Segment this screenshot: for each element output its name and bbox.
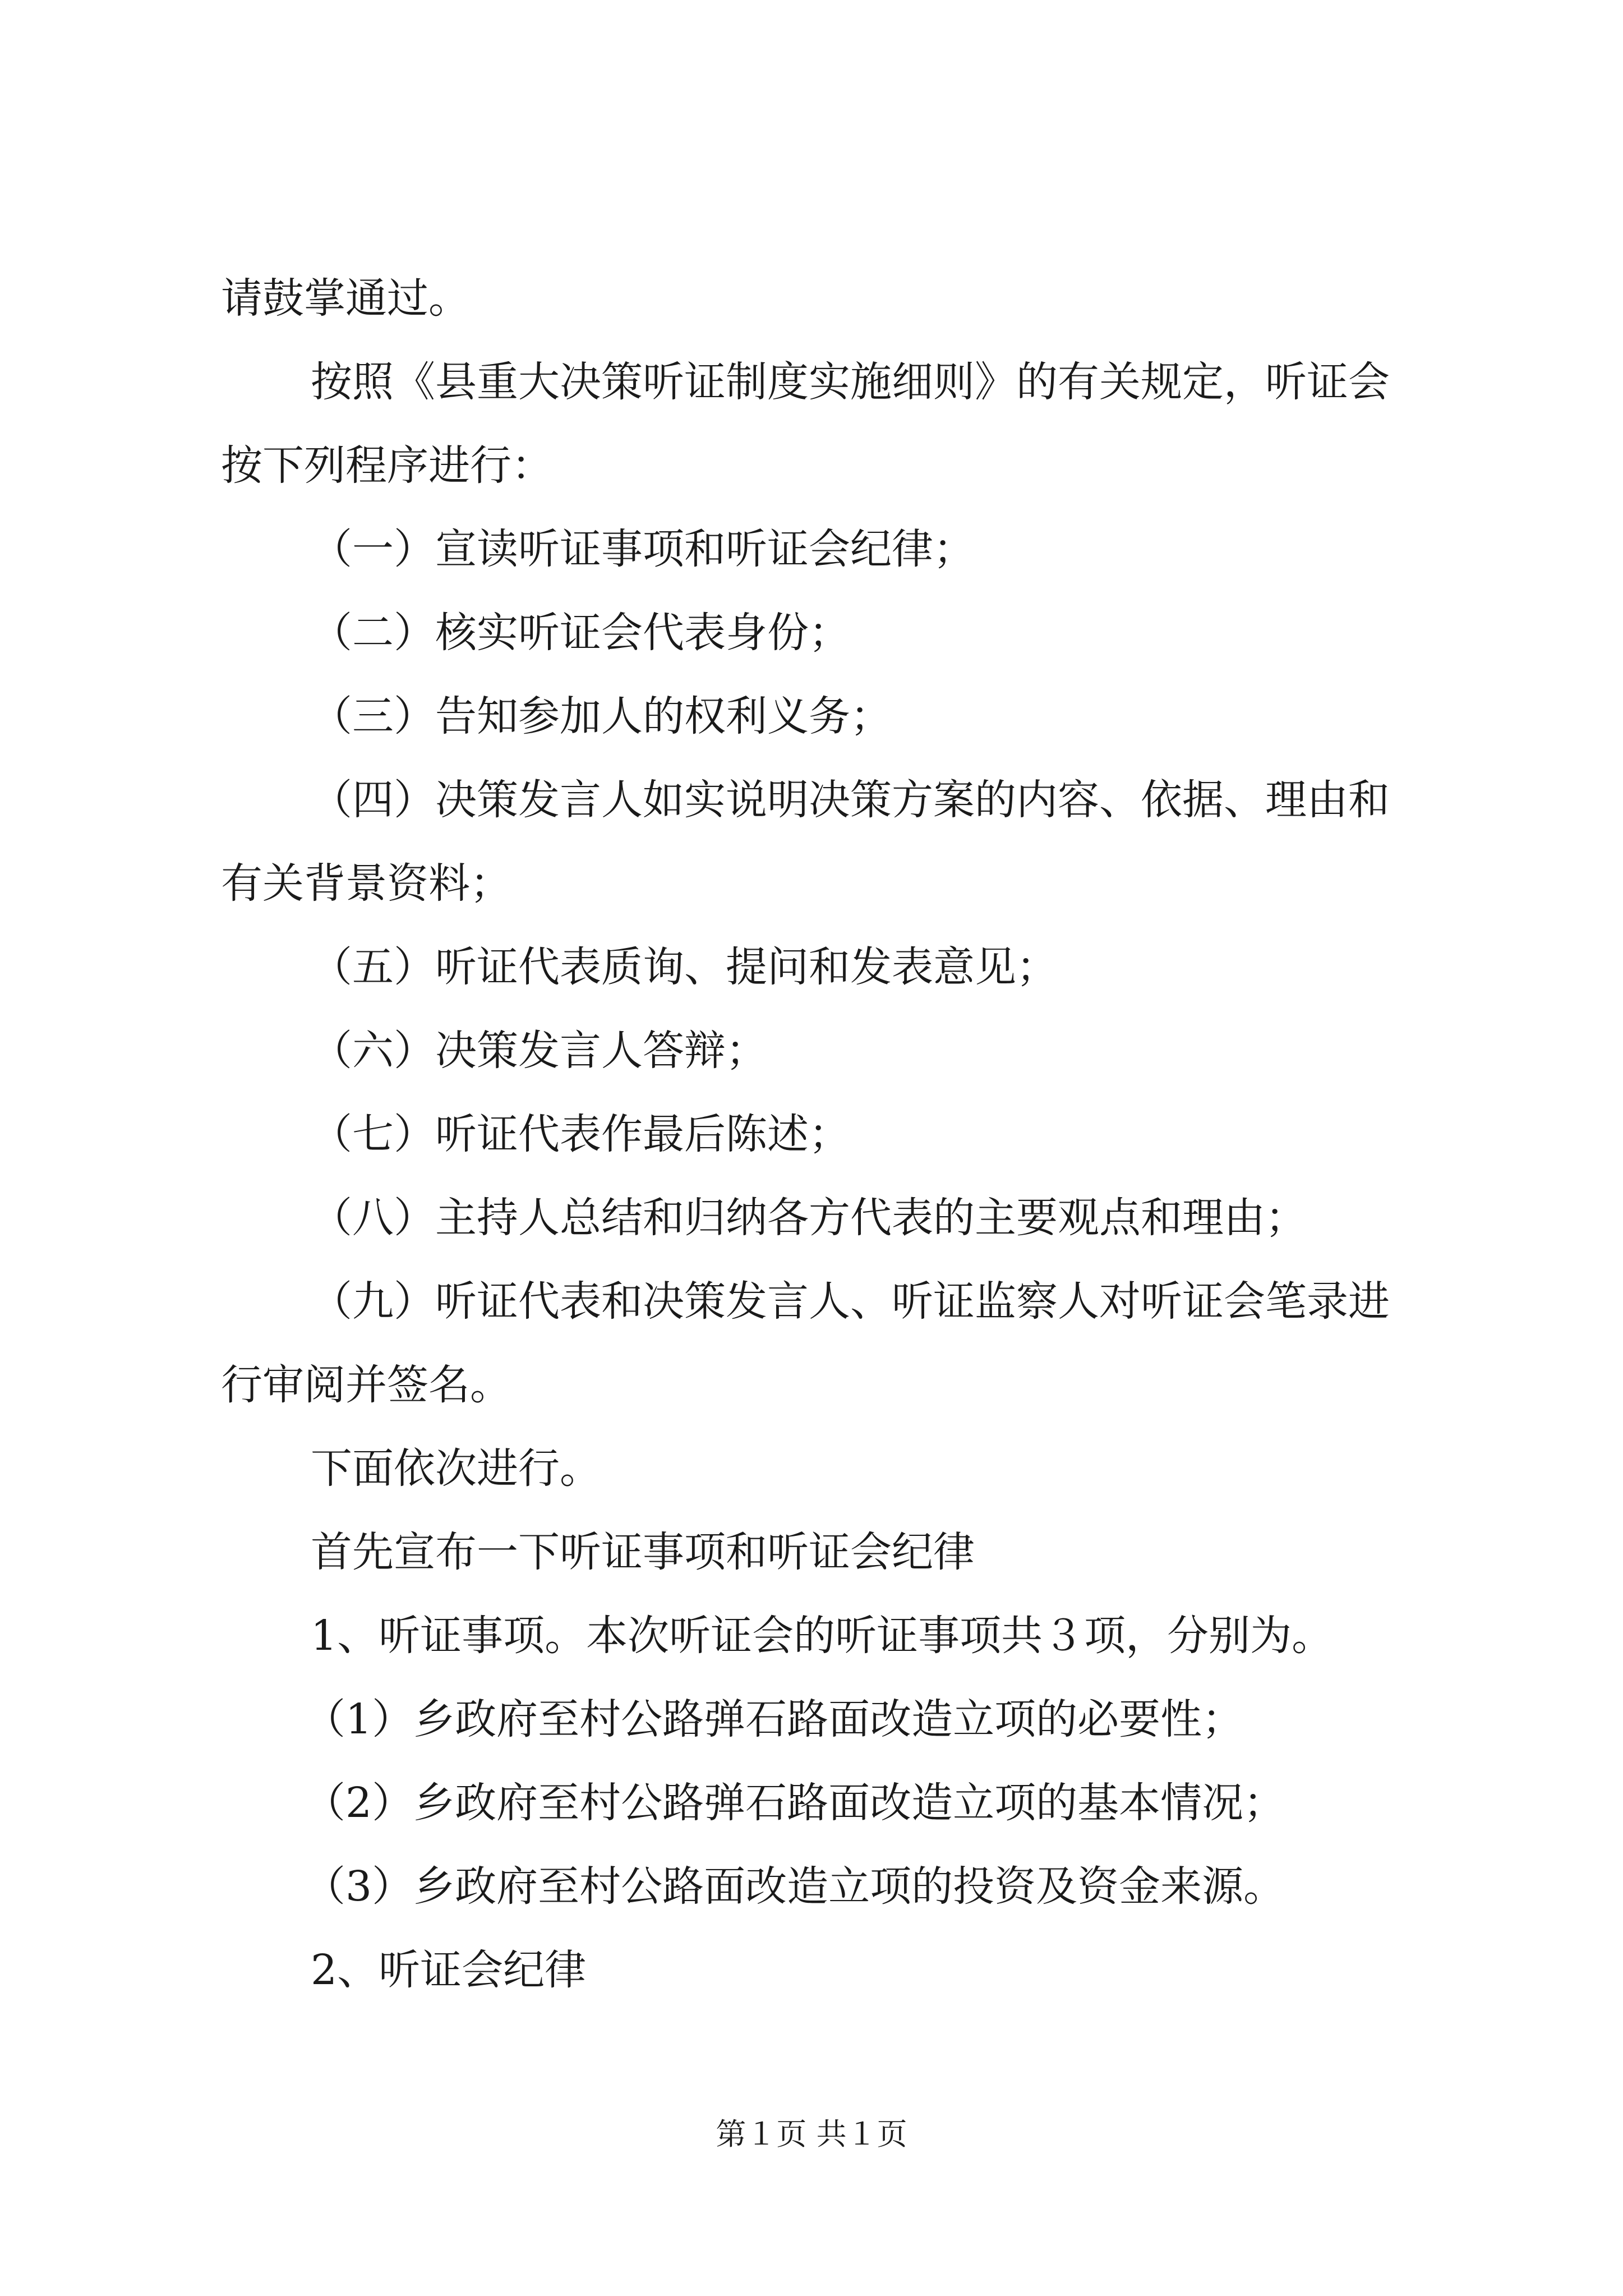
list-item: （2）乡政府至村公路弹石路面改造立项的基本情况； (304, 1779, 1285, 1827)
list-item: （五）听证代表质询、提问和发表意见； (311, 943, 1058, 991)
paragraph-line: 1、听证事项。本次听证会的听证事项共３项，分别为。 (311, 1612, 1334, 1660)
list-item: （三）告知参加人的权利义务； (311, 692, 892, 740)
list-item: （1）乡政府至村公路弹石路面改造立项的必要性； (304, 1695, 1244, 1743)
list-item: （3）乡政府至村公路面改造立项的投资及资金来源。 (304, 1862, 1285, 1911)
paragraph-line: 首先宣布一下听证事项和听证会纪律 (311, 1528, 975, 1576)
list-item: （四）决策发言人如实说明决策方案的内容、依据、理由和 (311, 776, 1390, 824)
page-footer: 第１页 共１页 (716, 2116, 907, 2152)
paragraph-line: 按照《县重大决策听证制度实施细则》的有关规定，听证会 (311, 358, 1390, 406)
list-item: （七）听证代表作最后陈述； (311, 1110, 850, 1158)
paragraph-line: 下面依次进行。 (311, 1444, 601, 1493)
list-item: （二）核实听证会代表身份； (311, 609, 850, 657)
list-item: （六）决策发言人答辩； (311, 1027, 767, 1075)
document-body (221, 257, 1444, 2012)
list-item: （八）主持人总结和归纳各方代表的主要观点和理由； (311, 1194, 1307, 1242)
paragraph-line: 按下列程序进行： (221, 441, 553, 490)
paragraph-line: 行审阅并签名。 (221, 1361, 511, 1409)
list-item: （九）听证代表和决策发言人、听证监察人对听证会笔录进 (311, 1277, 1390, 1326)
paragraph-line: 请鼓掌通过。 (221, 274, 470, 323)
paragraph-line: 2、听证会纪律 (311, 1946, 587, 1994)
list-item: （一）宣读听证事项和听证会纪律； (311, 525, 975, 573)
paragraph-line: 有关背景资料； (221, 859, 511, 908)
